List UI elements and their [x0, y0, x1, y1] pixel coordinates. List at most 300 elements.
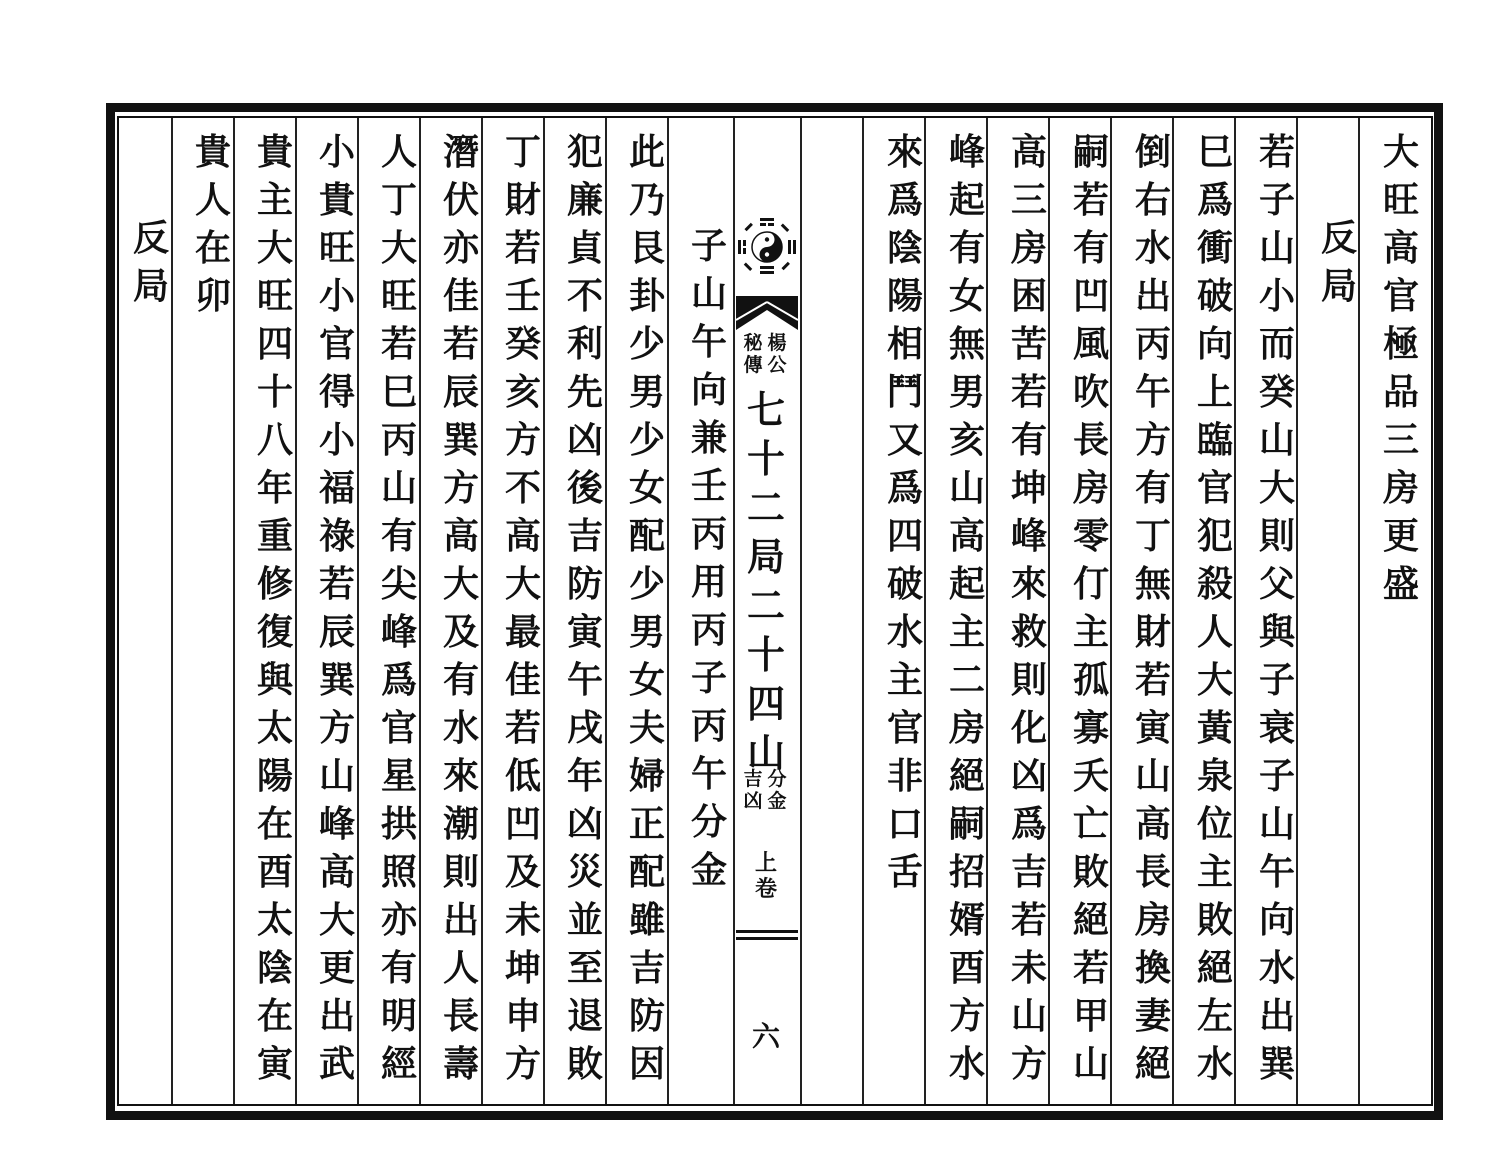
glyph: 高 [504, 515, 541, 557]
glyph: 長 [1072, 419, 1109, 461]
glyph: 凹 [1072, 275, 1109, 317]
glyph: 敗 [1072, 851, 1109, 893]
glyph: 又 [886, 419, 923, 461]
glyph: 防 [628, 995, 665, 1037]
glyph: 山 [1072, 1043, 1109, 1085]
glyph: 官 [886, 707, 923, 749]
glyph: 敗 [1196, 899, 1233, 941]
glyph: 丙 [690, 609, 727, 651]
glyph: 山 [1258, 803, 1295, 845]
glyph: 貴 [256, 131, 293, 173]
glyph: 後 [566, 467, 603, 509]
glyph: 方 [948, 995, 985, 1037]
glyph: 山 [1258, 227, 1295, 269]
glyph: 照 [380, 851, 417, 893]
glyph: 八 [256, 419, 293, 461]
glyph: 金 [690, 849, 727, 891]
glyph: 雖 [628, 899, 665, 941]
glyph: 向 [690, 369, 727, 411]
glyph: 無 [948, 323, 985, 365]
glyph: 小 [318, 131, 355, 173]
glyph: 重 [256, 515, 293, 557]
glyph: 三 [1382, 419, 1419, 461]
glyph: 尖 [380, 563, 417, 605]
glyph: 嗣 [1072, 131, 1109, 173]
glyph: 吉 [566, 515, 603, 557]
glyph: 則 [1258, 515, 1295, 557]
glyph: 房 [1072, 467, 1109, 509]
glyph: 吉 [1010, 851, 1047, 893]
glyph: 吹 [1072, 371, 1109, 413]
glyph: 財 [1134, 611, 1171, 653]
glyph: 卦 [628, 275, 665, 317]
glyph: 峰 [948, 131, 985, 173]
glyph: 巽 [318, 659, 355, 701]
glyph: 化 [1010, 707, 1047, 749]
sub-top-col [766, 768, 788, 812]
glyph: 大 [380, 227, 417, 269]
glyph: 右 [1134, 179, 1171, 221]
glyph: 巳 [380, 371, 417, 413]
glyph: 坤 [1010, 467, 1047, 509]
glyph: 伏 [442, 179, 479, 221]
glyph: 凶 [566, 803, 603, 845]
glyph: 申 [504, 995, 541, 1037]
glyph: 山 [1258, 419, 1295, 461]
glyph: 水 [1258, 947, 1295, 989]
glyph: 官 [380, 707, 417, 749]
glyph: 午 [1258, 851, 1295, 893]
glyph: 午 [690, 753, 727, 795]
glyph: 寅 [1134, 707, 1171, 749]
glyph: 人 [442, 947, 479, 989]
glyph: 配 [628, 851, 665, 893]
glyph: 三 [1010, 179, 1047, 221]
glyph: 妻 [1134, 995, 1171, 1037]
glyph: 四 [256, 323, 293, 365]
glyph: 在 [194, 227, 231, 269]
text-column-right [876, 128, 934, 896]
glyph: 盛 [1382, 563, 1419, 605]
volume-char: 上 [754, 850, 777, 876]
glyph: 寡 [1072, 707, 1109, 749]
glyph: 大 [504, 563, 541, 605]
glyph: 官 [318, 323, 355, 365]
glyph: 出 [1258, 995, 1295, 1037]
glyph: 若 [1072, 179, 1109, 221]
taiji-bagua-icon [736, 216, 798, 278]
series-char: 楊 [767, 332, 787, 354]
glyph: 祿 [318, 515, 355, 557]
glyph: 旺 [256, 275, 293, 317]
glyph: 舌 [886, 851, 923, 893]
glyph: 有 [948, 227, 985, 269]
glyph: 因 [628, 1043, 665, 1085]
glyph: 女 [628, 467, 665, 509]
glyph: 若 [380, 323, 417, 365]
glyph: 最 [504, 611, 541, 653]
glyph: 人 [194, 179, 231, 221]
glyph: 貴 [318, 179, 355, 221]
glyph: 來 [442, 755, 479, 797]
glyph: 丙 [380, 419, 417, 461]
glyph: 亡 [1072, 803, 1109, 845]
glyph: 旺 [318, 227, 355, 269]
glyph: 丁 [380, 179, 417, 221]
glyph: 寅 [256, 1043, 293, 1085]
glyph: 黃 [1196, 707, 1233, 749]
glyph: 年 [566, 755, 603, 797]
glyph: 水 [1196, 1043, 1233, 1085]
glyph: 方 [1010, 1043, 1047, 1085]
glyph: 主 [948, 611, 985, 653]
glyph: 壬 [690, 465, 727, 507]
glyph: 佳 [442, 275, 479, 317]
glyph: 絕 [948, 755, 985, 797]
glyph: 分 [690, 801, 727, 843]
glyph: 有 [380, 947, 417, 989]
glyph: 相 [886, 323, 923, 365]
glyph: 山 [380, 467, 417, 509]
glyph: 招 [948, 851, 985, 893]
glyph: 起 [948, 563, 985, 605]
glyph: 若 [504, 707, 541, 749]
fold-title-char: 二 [746, 485, 785, 530]
glyph: 犯 [1196, 515, 1233, 557]
glyph: 小 [1258, 275, 1295, 317]
glyph: 凹 [504, 803, 541, 845]
glyph: 巽 [442, 419, 479, 461]
glyph: 方 [442, 467, 479, 509]
glyph: 及 [442, 611, 479, 653]
glyph: 倒 [1134, 131, 1171, 173]
glyph: 凶 [566, 419, 603, 461]
glyph: 潛 [442, 131, 479, 173]
glyph: 大 [1258, 467, 1295, 509]
glyph: 極 [1382, 323, 1419, 365]
glyph: 敗 [566, 1043, 603, 1085]
glyph: 則 [442, 851, 479, 893]
glyph: 四 [886, 515, 923, 557]
glyph: 戌 [566, 707, 603, 749]
glyph: 出 [1134, 275, 1171, 317]
sub-char: 分 [767, 768, 787, 790]
text-column-left [618, 128, 676, 1088]
glyph: 臨 [1196, 419, 1233, 461]
glyph: 未 [1010, 947, 1047, 989]
glyph: 大 [256, 227, 293, 269]
glyph: 旺 [1382, 179, 1419, 221]
glyph: 山 [318, 755, 355, 797]
glyph: 絕 [1072, 899, 1109, 941]
glyph: 小 [318, 419, 355, 461]
fold-title-char: 山 [746, 730, 785, 775]
glyph: 破 [1196, 275, 1233, 317]
glyph: 巽 [1258, 1043, 1295, 1085]
fold-double-rule [736, 930, 798, 933]
glyph: 人 [1196, 611, 1233, 653]
glyph: 亦 [380, 899, 417, 941]
fold-title-char: 十 [746, 632, 785, 677]
glyph: 峰 [318, 803, 355, 845]
glyph: 困 [1010, 275, 1047, 317]
glyph: 辰 [318, 611, 355, 653]
glyph: 旺 [380, 275, 417, 317]
glyph: 婦 [628, 755, 665, 797]
volume-label [752, 850, 780, 902]
glyph: 坤 [504, 947, 541, 989]
glyph: 絕 [1134, 1043, 1171, 1085]
glyph: 高 [1134, 803, 1171, 845]
glyph: 夫 [628, 707, 665, 749]
fold-title-char: 十 [746, 436, 785, 481]
fishtail-mark [736, 296, 798, 330]
glyph: 癸 [1258, 371, 1295, 413]
glyph: 太 [256, 707, 293, 749]
glyph: 在 [256, 995, 293, 1037]
fold-title-char: 四 [746, 681, 785, 726]
sub-label [742, 768, 788, 812]
glyph: 有 [1010, 419, 1047, 461]
glyph: 在 [256, 803, 293, 845]
glyph: 無 [1134, 563, 1171, 605]
text-column-left [308, 128, 366, 1088]
glyph: 與 [256, 659, 293, 701]
glyph: 女 [628, 659, 665, 701]
text-column-left [680, 222, 738, 894]
glyph: 絕 [1196, 947, 1233, 989]
glyph: 高 [318, 851, 355, 893]
glyph: 酉 [256, 851, 293, 893]
glyph: 兼 [690, 417, 727, 459]
glyph: 丙 [1134, 323, 1171, 365]
glyph: 品 [1382, 371, 1419, 413]
glyph: 亥 [948, 419, 985, 461]
text-column-right [1000, 128, 1058, 1088]
glyph: 酉 [948, 947, 985, 989]
glyph: 殺 [1196, 563, 1233, 605]
glyph: 峰 [380, 611, 417, 653]
glyph: 退 [566, 995, 603, 1037]
glyph: 丁 [504, 131, 541, 173]
glyph: 官 [1196, 467, 1233, 509]
series-char: 公 [767, 354, 787, 376]
glyph: 潮 [442, 803, 479, 845]
text-column-right [938, 128, 996, 1088]
glyph: 長 [442, 995, 479, 1037]
glyph: 山 [948, 467, 985, 509]
glyph: 換 [1134, 947, 1171, 989]
glyph: 仃 [1072, 563, 1109, 605]
glyph: 利 [566, 323, 603, 365]
glyph: 星 [380, 755, 417, 797]
fold-title-char: 七 [746, 387, 785, 432]
glyph: 若 [1134, 659, 1171, 701]
glyph: 二 [948, 659, 985, 701]
text-column-left [432, 128, 490, 1088]
glyph: 用 [690, 561, 727, 603]
glyph: 十 [256, 371, 293, 413]
column-rule [862, 118, 864, 1104]
glyph: 則 [1010, 659, 1047, 701]
glyph: 反 [132, 217, 169, 259]
glyph: 凶 [1010, 755, 1047, 797]
glyph: 不 [504, 467, 541, 509]
glyph: 武 [318, 1043, 355, 1085]
glyph: 水 [442, 707, 479, 749]
glyph: 主 [1072, 611, 1109, 653]
glyph: 風 [1072, 323, 1109, 365]
glyph: 水 [886, 611, 923, 653]
glyph: 若 [1072, 947, 1109, 989]
series-top-col [766, 332, 788, 376]
glyph: 爲 [1010, 803, 1047, 845]
text-column-left [184, 128, 242, 320]
glyph: 正 [628, 803, 665, 845]
glyph: 午 [566, 659, 603, 701]
glyph: 配 [628, 515, 665, 557]
glyph: 高 [1010, 131, 1047, 173]
glyph: 更 [1382, 515, 1419, 557]
series-bottom-col [742, 332, 764, 376]
glyph: 壽 [442, 1043, 479, 1085]
glyph: 有 [380, 515, 417, 557]
glyph: 丙 [690, 705, 727, 747]
glyph: 更 [318, 947, 355, 989]
volume-char: 卷 [754, 876, 777, 902]
glyph: 太 [256, 899, 293, 941]
glyph: 位 [1196, 803, 1233, 845]
glyph: 口 [886, 803, 923, 845]
glyph: 若 [1010, 899, 1047, 941]
glyph: 財 [504, 179, 541, 221]
glyph: 山 [1010, 995, 1047, 1037]
glyph: 零 [1072, 515, 1109, 557]
text-column-left [122, 214, 180, 310]
glyph: 高 [948, 515, 985, 557]
glyph: 少 [628, 323, 665, 365]
glyph: 房 [1134, 899, 1171, 941]
glyph: 及 [504, 851, 541, 893]
glyph: 低 [504, 755, 541, 797]
glyph: 若 [318, 563, 355, 605]
glyph: 男 [628, 371, 665, 413]
glyph: 父 [1258, 563, 1295, 605]
text-column-right [1186, 128, 1244, 1088]
glyph: 乃 [628, 179, 665, 221]
glyph: 方 [1134, 419, 1171, 461]
sub-char: 凶 [743, 790, 763, 812]
glyph: 方 [504, 419, 541, 461]
glyph: 長 [1134, 851, 1171, 893]
glyph: 貞 [566, 227, 603, 269]
glyph: 癸 [504, 323, 541, 365]
glyph: 山 [1134, 755, 1171, 797]
glyph: 救 [1010, 611, 1047, 653]
text-column-right [1372, 128, 1430, 608]
series-char: 傳 [743, 354, 763, 376]
glyph: 衝 [1196, 227, 1233, 269]
glyph: 至 [566, 947, 603, 989]
glyph: 局 [132, 265, 169, 307]
glyph: 孤 [1072, 659, 1109, 701]
glyph: 復 [256, 611, 293, 653]
glyph: 水 [948, 1043, 985, 1085]
glyph: 經 [380, 1043, 417, 1085]
glyph: 男 [628, 611, 665, 653]
glyph: 卯 [194, 275, 231, 317]
glyph: 鬥 [886, 371, 923, 413]
fold-title [736, 385, 796, 777]
glyph: 壬 [504, 275, 541, 317]
glyph: 男 [948, 371, 985, 413]
glyph: 房 [948, 707, 985, 749]
glyph: 大 [1196, 659, 1233, 701]
glyph: 午 [690, 321, 727, 363]
glyph: 上 [1196, 371, 1233, 413]
glyph: 寅 [566, 611, 603, 653]
glyph: 爲 [380, 659, 417, 701]
glyph: 防 [566, 563, 603, 605]
text-column-right [1062, 128, 1120, 1088]
glyph: 局 [1320, 265, 1357, 307]
sub-char: 金 [767, 790, 787, 812]
glyph: 辰 [442, 371, 479, 413]
fold-rule-right [800, 118, 802, 1104]
glyph: 子 [690, 225, 727, 267]
page-number: 六 [751, 1020, 780, 1053]
glyph: 方 [504, 1043, 541, 1085]
glyph: 官 [1382, 275, 1419, 317]
glyph: 出 [318, 995, 355, 1037]
glyph: 巳 [1196, 131, 1233, 173]
glyph: 有 [1072, 227, 1109, 269]
glyph: 嗣 [948, 803, 985, 845]
sub-bottom-col [742, 768, 764, 812]
text-column-right [1310, 214, 1368, 310]
glyph: 主 [886, 659, 923, 701]
glyph: 向 [1196, 323, 1233, 365]
glyph: 丙 [690, 513, 727, 555]
glyph: 房 [1010, 227, 1047, 269]
glyph: 大 [1382, 131, 1419, 173]
glyph: 左 [1196, 995, 1233, 1037]
text-column-right [1124, 128, 1182, 1088]
text-column-left [494, 128, 552, 1088]
glyph: 明 [380, 995, 417, 1037]
glyph: 峰 [1010, 515, 1047, 557]
series-char: 秘 [743, 332, 763, 354]
glyph: 並 [566, 899, 603, 941]
glyph: 大 [442, 563, 479, 605]
glyph: 高 [1382, 227, 1419, 269]
glyph: 人 [380, 131, 417, 173]
glyph: 子 [690, 657, 727, 699]
sub-char: 吉 [743, 768, 763, 790]
glyph: 艮 [628, 227, 665, 269]
glyph: 主 [256, 179, 293, 221]
glyph: 起 [948, 179, 985, 221]
glyph: 貴 [194, 131, 231, 173]
glyph: 先 [566, 371, 603, 413]
glyph: 亥 [504, 371, 541, 413]
glyph: 福 [318, 467, 355, 509]
glyph: 房 [1382, 467, 1419, 509]
glyph: 得 [318, 371, 355, 413]
glyph: 子 [1258, 179, 1295, 221]
text-column-left [246, 128, 304, 1088]
glyph: 陽 [256, 755, 293, 797]
